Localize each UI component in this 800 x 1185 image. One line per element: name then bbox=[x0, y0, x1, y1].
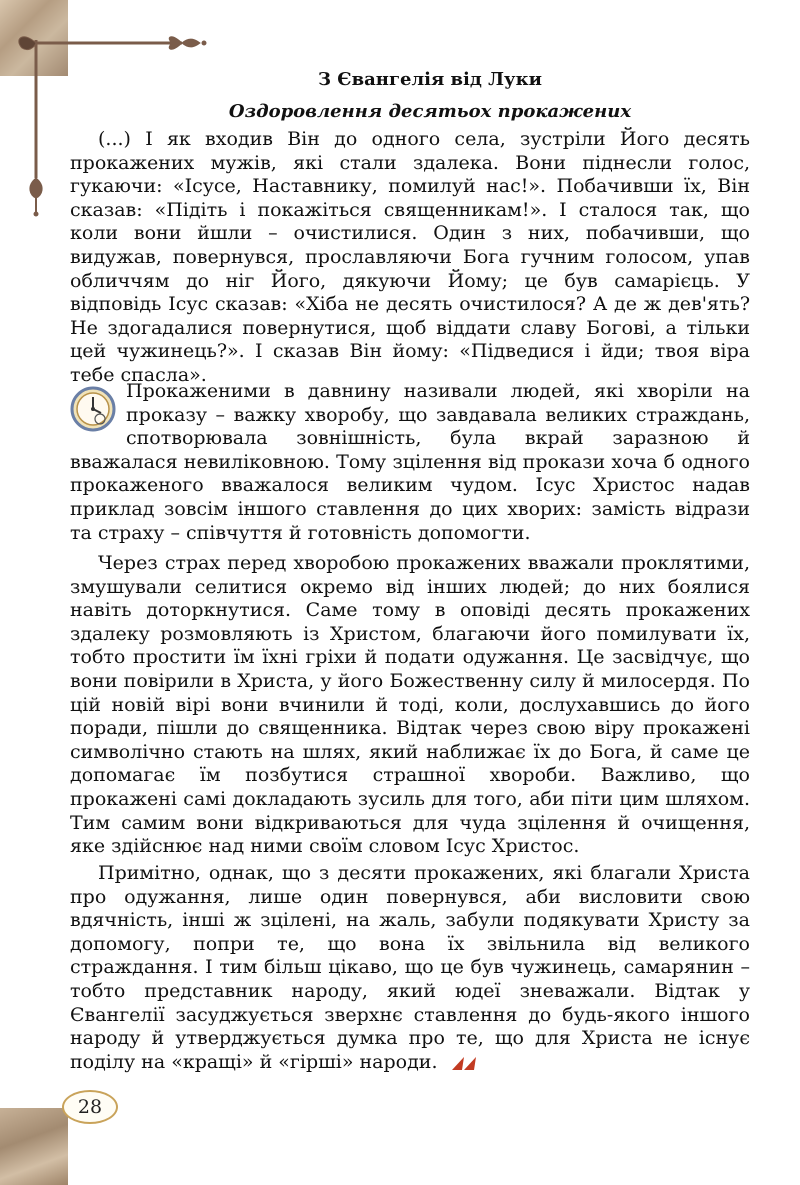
decorative-strip-bottom bbox=[0, 1108, 68, 1185]
end-of-section-mark-icon bbox=[450, 1055, 480, 1071]
note-paragraph bbox=[70, 380, 750, 545]
page-number: 28 bbox=[62, 1090, 118, 1124]
clock-icon bbox=[70, 386, 116, 432]
section-subtitle: Оздоровлення десятьох прокажених bbox=[228, 101, 632, 122]
gospel-quote-paragraph: (...) І як входив Він до одного села, зустріли Його десять прокажених мужів, які стали здалека. Вони піднесли голос, гукаючи: «Ісусе, Наставнику, помилуй нас!». Побачивши їх, Він сказав: «Підіть і покажіться священникам!». І сталося так, що коли вони йшли – очистилися. Один з них, побачивши, що видужав, повернувся, прославляючи Бога гучним голосом, упав обличчям до ніг Його, дякуючи Йому; це був самарієць. У відповідь Ісус сказав: «Хіба не десять очистилося? А де ж дев'ять? Не здогадалися повернутися, щоб віддати славу Богові, а тільки цей чужинець?». І сказав Він йому: «Підведися і йди; твоя віра тебе спасла». bbox=[70, 128, 750, 386]
section-title: З Євангелія від Луки bbox=[318, 69, 542, 90]
body-paragraph-2 bbox=[70, 862, 750, 1074]
body-paragraph-2-text: Примітно, однак, що з десяти прокажених, які благали Христа про одужання, лише один повернувся, аби висловити свою вдячність, інші ж зцілені, на жаль, забули подякувати Христу за допомогу, попри те, що вона їх звільнила від великого страждання. І тим більш цікаво, що це був чужинець, самарянин – тобто представник народу, який юдеї зневажали. Відтак у Євангелії засуджується зверхнє ставлення до будь-якого іншого народу й утверджується думка про те, що для Христа не існує поділу на «кращі» й «гірші» народи. bbox=[70, 862, 750, 1073]
note-text: Прокаженими в давнину називали людей, які хворіли на проказу – важку хворобу, що завдавала великих страждань, спотворювала зовнішність, була вкрай заразною й вважалася невиліковною. Тому зцілення від прокази хоча б одного прокаженого вважалося великим чудом. Ісус Христос надав приклад зовсім іншого ставлення до цих хворих: замість відрази та страху – співчуття й готовність допомогти. bbox=[70, 380, 750, 544]
body-paragraph-1: Через страх перед хворобою прокажених вважали проклятими, змушували селитися окремо від інших людей; до них боялися навіть доторкнутися. Саме тому в оповіді десять прокажених здалеку розмовляють із Христом, благаючи його помилувати їх, тобто простити їм їхні гріхи й подати одужання. Це засвідчує, що вони повірили в Христа, у його Божественну силу й милосердя. По цій новій вірі вони вчинили й тоді, коли, дослухавшись до його поради, пішли до священника. Відтак через свою віру прокажені символічно стають на шлях, який наближає їх до Бога, й саме це допомагає їм позбутися страшної хвороби. Важливо, що прокажені самі докладають зусиль для того, аби піти цим шляхом. Тим самим вони відкриваються для чуда зцілення й очищення, яке здійснює над ними своїм словом Ісус Христос. bbox=[70, 552, 750, 858]
